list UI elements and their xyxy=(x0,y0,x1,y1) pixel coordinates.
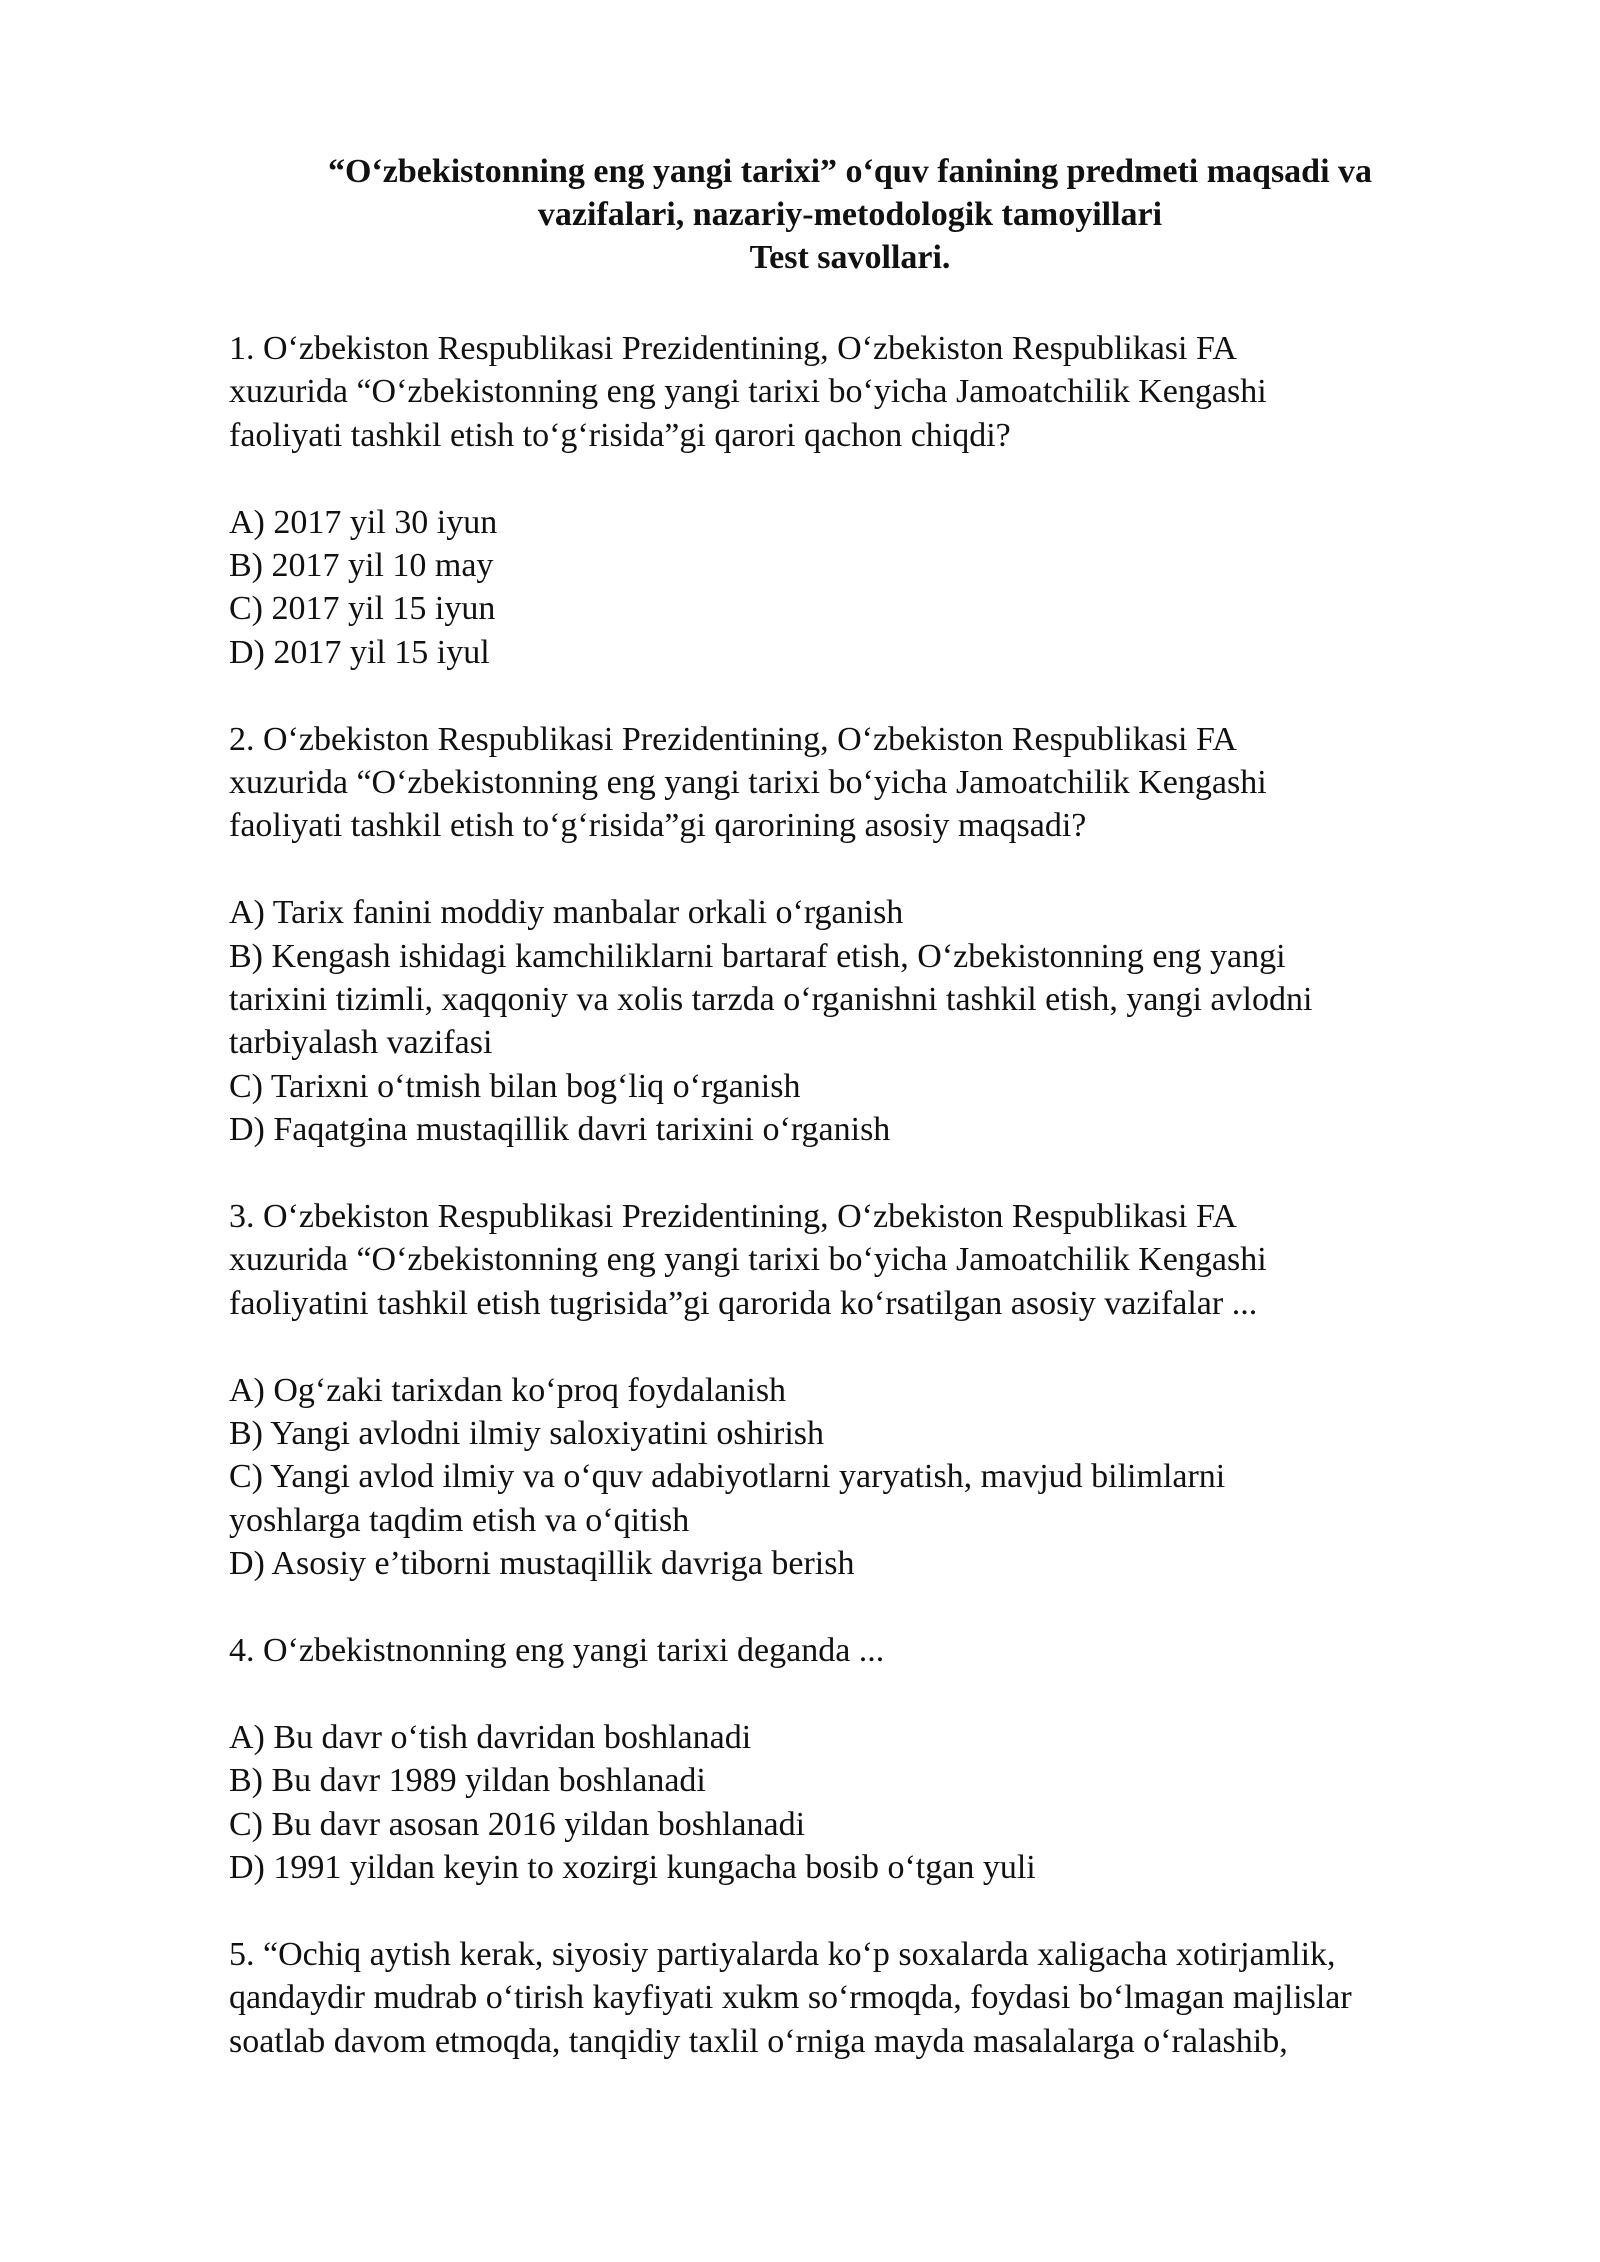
answer-option xyxy=(229,544,1489,587)
answer-option-line: D) Asosiy e’tiborni mustaqillik davriga berish xyxy=(229,1545,855,1583)
answer-option-line: B) Kengash ishidagi kamchiliklarni bartaraf etish, O‘zbekistonning eng yangi xyxy=(229,937,1286,975)
answer-option-line: B) Yangi avlodni ilmiy saloxiyatini oshirish xyxy=(229,1415,825,1453)
answer-option xyxy=(229,1412,1489,1455)
answer-option-line: tarbiyalash vazifasi xyxy=(229,1024,493,1062)
title-line-1: “O‘zbekistonning eng yangi tarixi” o‘quv fanining predmeti maqsadi va xyxy=(327,153,1373,190)
answer-option xyxy=(229,1803,1489,1846)
answer-option-line: A) Og‘zaki tarixdan ko‘proq foydalanish xyxy=(229,1371,787,1409)
answer-option xyxy=(229,1542,1489,1585)
answer-options xyxy=(229,891,1489,1151)
answer-option-line: C) Bu davr asosan 2016 yildan boshlanadi xyxy=(229,1805,806,1843)
answer-option-line: C) Tarixni o‘tmish bilan bog‘liq o‘rganish xyxy=(229,1067,801,1105)
question-2 xyxy=(229,718,1489,848)
answer-option xyxy=(229,1065,1489,1108)
answer-option-line: tarixini tizimli, xaqqoniy va xolis tarzda o‘rganishni tashkil etish, yangi avlodni xyxy=(229,981,1313,1019)
answer-option xyxy=(229,1759,1489,1802)
question-text-line: 4. O‘zbekistnonning eng yangi tarixi deganda ... xyxy=(229,1632,885,1670)
answer-option xyxy=(229,1108,1489,1151)
question-text-line: 1. O‘zbekiston Respublikasi Prezidentining, O‘zbekiston Respublikasi FA xyxy=(229,330,1237,367)
answer-option-line: yoshlarga taqdim etish va o‘qitish xyxy=(229,1501,690,1539)
question-text-line: soatlab davom etmoqda, tanqidiy taxlil o‘rniga mayda masalalarga o‘ralashib, xyxy=(229,2022,1288,2060)
answer-option xyxy=(229,587,1489,630)
answer-option xyxy=(229,1716,1489,1759)
question-text-line: faoliyati tashkil etish to‘g‘risida”gi qarori qachon chiqdi? xyxy=(229,416,1011,454)
answer-option-line: C) Yangi avlod ilmiy va o‘quv adabiyotlarni yaryatish, mavjud bilimlarni xyxy=(229,1458,1226,1496)
question-text-line: xuzurida “O‘zbekistonning eng yangi tarixi bo‘yicha Jamoatchilik Kengashi xyxy=(229,764,1267,802)
answer-option-line: D) Faqatgina mustaqillik davri tarixini o‘rganish xyxy=(229,1111,891,1149)
answer-options xyxy=(229,501,1489,675)
answer-option-line: B) Bu davr 1989 yildan boshlanadi xyxy=(229,1762,706,1800)
answer-option-line: D) 1991 yildan keyin to xozirgi kungacha bosib o‘tgan yuli xyxy=(229,1849,1036,1887)
question-3 xyxy=(229,1195,1489,1325)
question-text-line: 5. “Ochiq aytish kerak, siyosiy partiyalarda ko‘p soxalarda xaligacha xotirjamlik, xyxy=(229,1935,1336,1973)
answer-option-line: A) 2017 yil 30 iyun xyxy=(229,503,498,541)
answer-option xyxy=(229,891,1489,934)
answer-option-line: A) Bu davr o‘tish davridan boshlanadi xyxy=(229,1718,752,1756)
question-text-line: qandaydir mudrab o‘tirish kayfiyati xukm so‘rmoqda, foydasi bo‘lmagan majlislar xyxy=(229,1979,1352,2017)
title-line-3: Test savollari. xyxy=(749,239,951,276)
answer-option-line: A) Tarix fanini moddiy manbalar orkali o‘rganish xyxy=(229,894,904,932)
answer-option xyxy=(229,501,1489,544)
answer-options xyxy=(229,1716,1489,1890)
question-text-line: 3. O‘zbekiston Respublikasi Prezidentining, O‘zbekiston Respublikasi FA xyxy=(229,1198,1237,1236)
question-text-line: 2. O‘zbekiston Respublikasi Prezidentining, O‘zbekiston Respublikasi FA xyxy=(229,720,1237,758)
answer-option xyxy=(229,631,1489,674)
question-text-line: xuzurida “O‘zbekistonning eng yangi tarixi bo‘yicha Jamoatchilik Kengashi xyxy=(229,1241,1267,1279)
question-text-line: xuzurida “O‘zbekistonning eng yangi tarixi bo‘yicha Jamoatchilik Kengashi xyxy=(229,373,1267,411)
question-4 xyxy=(229,1629,1489,1672)
answer-option-line: B) 2017 yil 10 may xyxy=(229,547,494,585)
title-line-2: vazifalari, nazariy-metodologik tamoyillari xyxy=(537,196,1163,233)
answer-options xyxy=(229,1369,1489,1586)
answer-option xyxy=(229,1455,1489,1542)
answer-option xyxy=(229,1846,1489,1889)
answer-option-line: D) 2017 yil 15 iyul xyxy=(229,633,490,671)
answer-option xyxy=(229,1369,1489,1412)
answer-option-line: C) 2017 yil 15 iyun xyxy=(229,590,496,628)
question-5 xyxy=(229,1933,1489,2063)
question-text-line: faoliyati tashkil etish to‘g‘risida”gi qarorining asosiy maqsadi? xyxy=(229,807,1087,845)
questions-list xyxy=(229,327,1489,2107)
answer-option xyxy=(229,935,1489,1065)
question-text-line: faoliyatini tashkil etish tugrisida”gi qarorida ko‘rsatilgan asosiy vazifalar ... xyxy=(229,1284,1258,1322)
question-1 xyxy=(229,327,1489,457)
document-title xyxy=(230,150,1470,279)
